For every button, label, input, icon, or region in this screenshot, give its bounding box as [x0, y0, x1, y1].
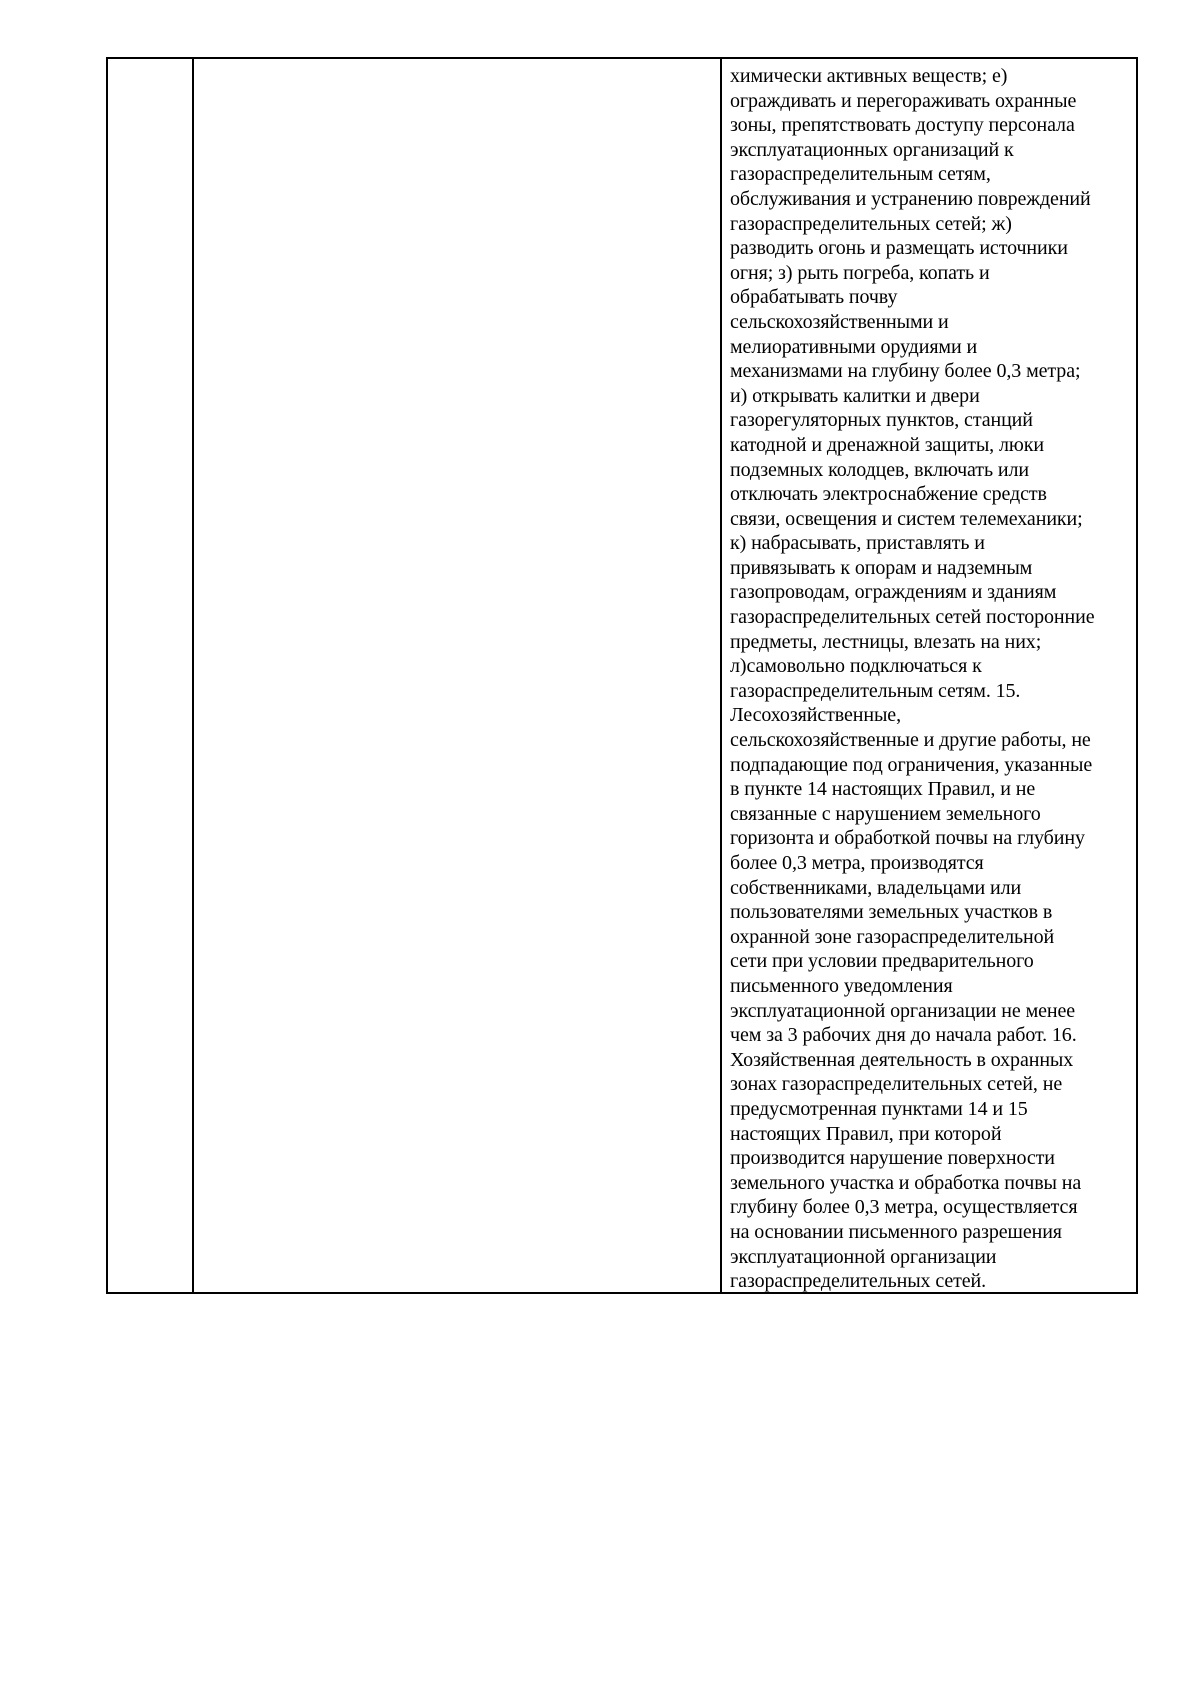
table-cell-description-text: химически активных веществ; е) ограждивать и перегораживать охранные зоны, препятствовать доступу персонала эксплуатационных организаций к газораспределительным сетям, обслуживания и устранению повреждений газораспределительных сетей; ж) разводить огонь и размещать источники огня; з) рыть погреба, копать и обрабатывать почву сельскохозяйственными и мелиоративными орудиями и механизмами на глубину более 0,3 метра; и) открывать калитки и двери газорегуляторных пунктов, станций катодной и дренажной защиты, люки подземных колодцев, включать или отключать электроснабжение средств связи, освещения и систем телемеханики; к) набрасывать, приставлять и привязывать к опорам и надземным газопроводам, ограждениям и зданиям газораспределительных сетей посторонние предметы, лестницы, влезать на них; л)самовольно подключаться к газораспределительным сетям. 15. Лесохозяйственные, сельскохозяйственные и другие работы, не подпадающие под ограничения, указанные в пункте 14 настоящих Правил, и не связанные с нарушением земельного горизонта и обработкой почвы на глубину более 0,3 метра, производятся собственниками, владельцами или пользователями земельных участков в охранной зоне газораспределительной сети при условии предварительного письменного уведомления эксплуатационной организации не менее чем за 3 рабочих дня до начала работ. 16. Хозяйственная деятельность в охранных зонах газораспределительных сетей, не предусмотренная пунктами 14 и 15 настоящих Правил, при которой производится нарушение поверхности земельного участка и обработка почвы на глубину более 0,3 метра, осуществляется на основании письменного разрешения эксплуатационной организации газораспределительных сетей.	[730, 65, 1095, 1293]
table-cell-name	[194, 59, 722, 1292]
table-cell-description	[722, 59, 1136, 1292]
table-cell-number	[108, 59, 194, 1292]
document-table	[106, 57, 1138, 1294]
